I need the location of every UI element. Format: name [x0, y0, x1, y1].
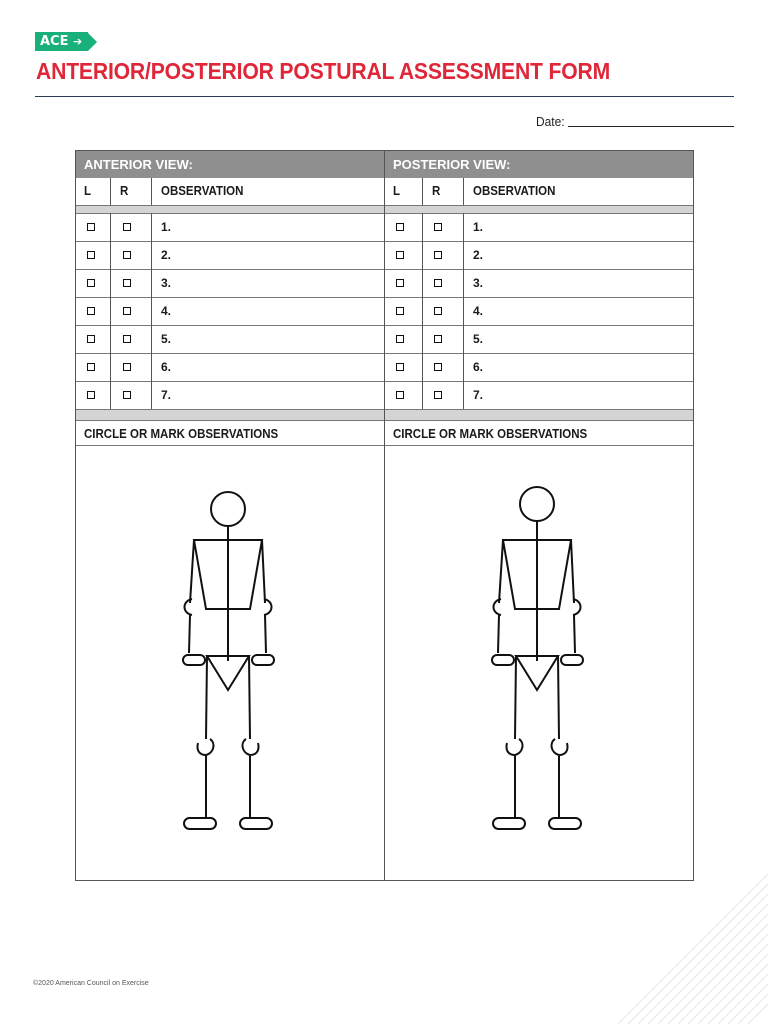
posterior-stick-figure[interactable]	[485, 481, 595, 836]
anterior-row-4-right-checkbox[interactable]	[123, 307, 131, 315]
posterior-right-foot	[549, 818, 581, 829]
anterior-row-6-number: 6.	[161, 360, 172, 374]
anterior-header	[76, 151, 384, 178]
posterior-row-3-right-checkbox[interactable]	[434, 279, 442, 287]
anterior-right-foot	[240, 818, 272, 829]
date-label: Date:	[536, 114, 565, 129]
assessment-table	[75, 150, 694, 881]
anterior-row-2-number: 2.	[161, 248, 172, 262]
posterior-row-1-left-checkbox[interactable]	[396, 223, 404, 231]
anterior-row-5-right-checkbox[interactable]	[123, 335, 131, 343]
posterior-row-5-number: 5.	[473, 332, 484, 346]
posterior-left-foot	[493, 818, 525, 829]
posterior-right-hand	[561, 655, 583, 665]
posterior-row-7-right-checkbox[interactable]	[434, 391, 442, 399]
posterior-head	[520, 487, 554, 521]
anterior-col-r: R	[120, 184, 129, 198]
posterior-header	[385, 151, 693, 178]
posterior-row-2-left-checkbox[interactable]	[396, 251, 404, 259]
anterior-row-3-left-checkbox[interactable]	[87, 279, 95, 287]
anterior-head	[211, 492, 245, 526]
posterior-row-2-right-checkbox[interactable]	[434, 251, 442, 259]
anterior-stick-figure[interactable]	[176, 481, 286, 836]
posterior-row-2-number: 2.	[473, 248, 484, 262]
anterior-right-knee	[243, 739, 259, 755]
posterior-row-6-left-checkbox[interactable]	[396, 363, 404, 371]
anterior-mark-label: CIRCLE OR MARK OBSERVATIONS	[84, 427, 279, 441]
anterior-row-7-number: 7.	[161, 388, 172, 402]
copyright-footer: ©2020 American Council on Exercise	[33, 980, 149, 987]
posterior-row-5-right-checkbox[interactable]	[434, 335, 442, 343]
posterior-right-knee	[552, 739, 568, 755]
posterior-left-knee	[506, 739, 522, 755]
ace-logo-text: ACE	[40, 34, 69, 49]
posterior-row-5-left-checkbox[interactable]	[396, 335, 404, 343]
anterior-left-hand	[183, 655, 205, 665]
posterior-row-6-number: 6.	[473, 360, 484, 374]
posterior-row-4-number: 4.	[473, 304, 484, 318]
posterior-row-3-number: 3.	[473, 276, 484, 290]
posterior-row-4-right-checkbox[interactable]	[434, 307, 442, 315]
anterior-row-2-left-checkbox[interactable]	[87, 251, 95, 259]
posterior-row-7-number: 7.	[473, 388, 484, 402]
anterior-row-1-right-checkbox[interactable]	[123, 223, 131, 231]
posterior-mark-label: CIRCLE OR MARK OBSERVATIONS	[393, 427, 588, 441]
posterior-header-text: POSTERIOR VIEW:	[393, 157, 511, 172]
anterior-row-7-left-checkbox[interactable]	[87, 391, 95, 399]
anterior-left-foot	[184, 818, 216, 829]
anterior-col-l: L	[84, 184, 92, 198]
anterior-header-text: ANTERIOR VIEW:	[84, 157, 193, 172]
anterior-row-5-left-checkbox[interactable]	[87, 335, 95, 343]
ace-logo	[35, 32, 97, 51]
anterior-right-hand	[252, 655, 274, 665]
anterior-pelvis	[207, 656, 249, 690]
anterior-col-observation: OBSERVATION	[161, 184, 244, 198]
posterior-row-3-left-checkbox[interactable]	[396, 279, 404, 287]
posterior-row-1-number: 1.	[473, 220, 484, 234]
posterior-row-4-left-checkbox[interactable]	[396, 307, 404, 315]
anterior-row-6-left-checkbox[interactable]	[87, 363, 95, 371]
posterior-left-hand	[492, 655, 514, 665]
anterior-row-4-number: 4.	[161, 304, 172, 318]
anterior-row-3-right-checkbox[interactable]	[123, 279, 131, 287]
posterior-col-l: L	[393, 184, 401, 198]
ace-logo-box	[35, 32, 88, 51]
posterior-row-7-left-checkbox[interactable]	[396, 391, 404, 399]
anterior-row-5-number: 5.	[161, 332, 172, 346]
anterior-row-3-number: 3.	[161, 276, 172, 290]
title-rule	[35, 96, 734, 97]
posterior-col-observation: OBSERVATION	[473, 184, 556, 198]
anterior-left-knee	[197, 739, 213, 755]
posterior-col-r: R	[432, 184, 441, 198]
posterior-pelvis	[516, 656, 558, 690]
anterior-row-4-left-checkbox[interactable]	[87, 307, 95, 315]
anterior-row-1-left-checkbox[interactable]	[87, 223, 95, 231]
corner-hatch-decoration	[618, 874, 768, 1024]
anterior-row-1-number: 1.	[161, 220, 172, 234]
anterior-row-2-right-checkbox[interactable]	[123, 251, 131, 259]
arrow-right-icon: ➔	[73, 35, 83, 48]
page-title: ANTERIOR/POSTERIOR POSTURAL ASSESSMENT FORM	[36, 58, 611, 84]
ace-logo-tail	[88, 33, 97, 51]
anterior-row-6-right-checkbox[interactable]	[123, 363, 131, 371]
posterior-row-6-right-checkbox[interactable]	[434, 363, 442, 371]
anterior-row-7-right-checkbox[interactable]	[123, 391, 131, 399]
date-field[interactable]	[568, 126, 734, 127]
posterior-row-1-right-checkbox[interactable]	[434, 223, 442, 231]
